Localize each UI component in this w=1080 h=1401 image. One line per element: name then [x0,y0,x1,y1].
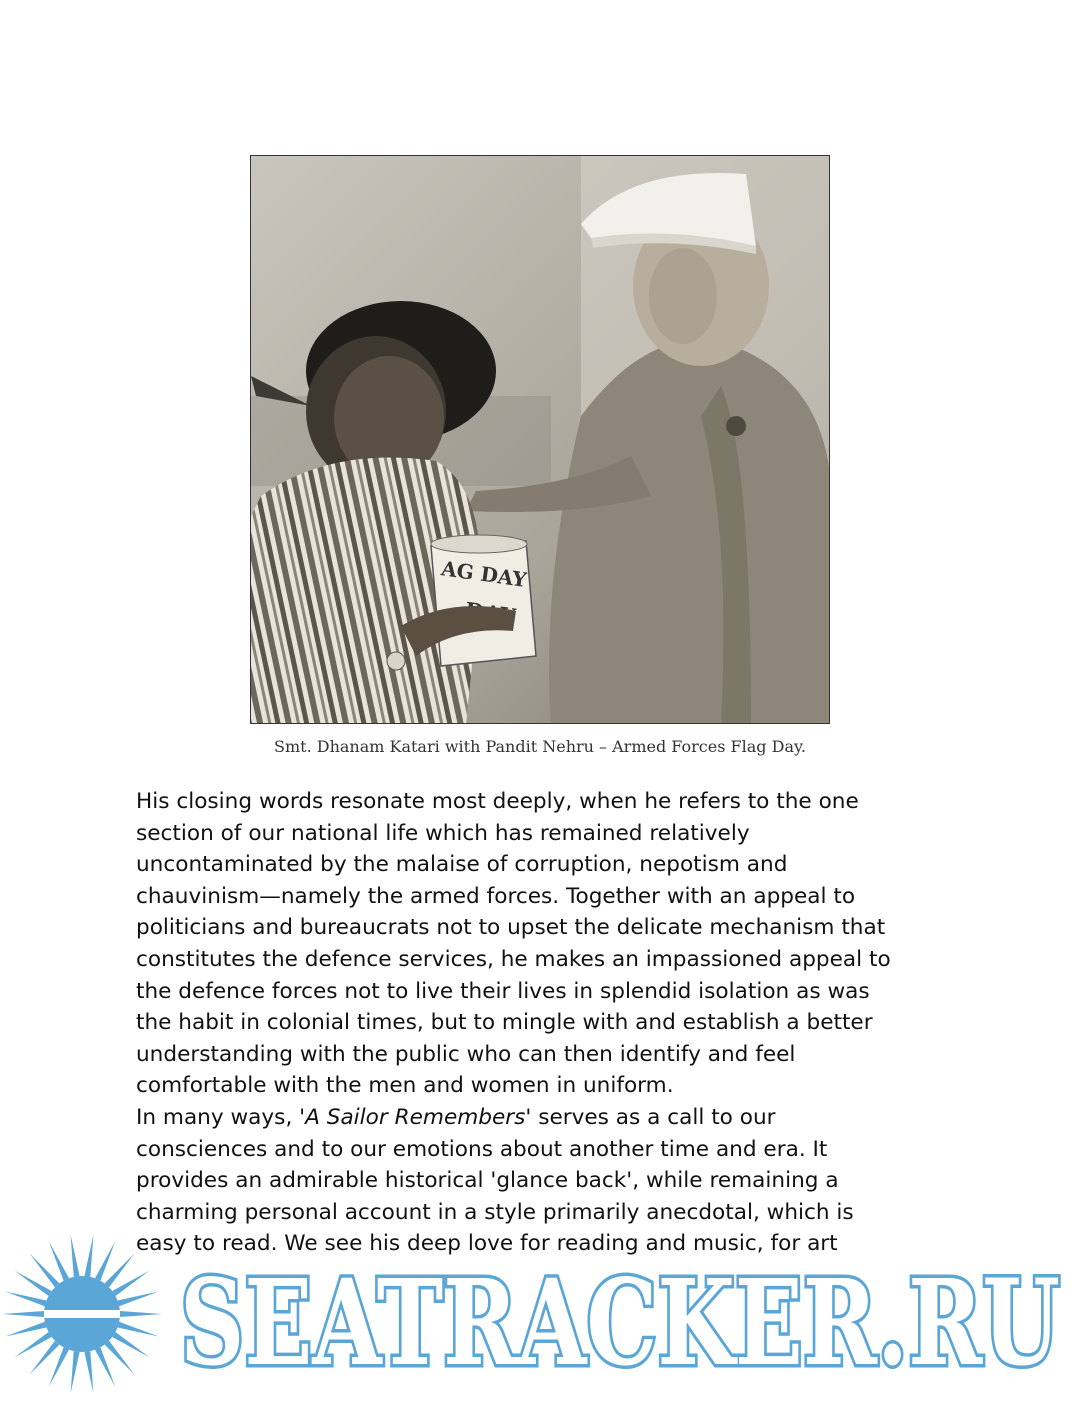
tin-label-top: AG DAY [439,556,529,592]
text-line: understanding with the public who can then identify and feel [136,1041,796,1067]
text-fragment: In many ways, [136,1104,300,1130]
photo-illustration [251,156,830,724]
text-line: chauvinism—namely the armed forces. Together with an appeal to [136,883,856,909]
sun-icon [2,1235,162,1393]
photo-caption: Smt. Dhanam Katari with Pandit Nehru – Armed Forces Flag Day. [274,737,806,756]
book-title: 'A Sailor Remembers' [299,1104,532,1130]
paragraph-1 [136,786,976,1102]
watermark-text: SEATRACKER.RU [180,1253,1060,1392]
text-line: constitutes the defence services, he makes an impassioned appeal to [136,946,891,972]
text-line: section of our national life which has remained relatively [136,820,750,846]
text-line: the habit in colonial times, but to mingle with and establish a better [136,1010,873,1036]
text-line: comfortable with the men and women in uniform. [136,1073,674,1099]
archival-photo [250,155,830,724]
text-line: consciences and to our emotions about another time and era. It [136,1136,828,1162]
text-line: politicians and bureaucrats not to upset the delicate mechanism that [136,915,886,941]
text-line: charming personal account in a style primarily anecdotal, which is [136,1199,854,1225]
text-line [136,1102,976,1134]
text-line: provides an admirable historical 'glance back', while remaining a [136,1168,839,1194]
text-line: easy to read. We see his deep love for reading and music, for art [136,1231,838,1257]
text-line: uncontaminated by the malaise of corruption, nepotism and [136,852,788,878]
watermark [0,1232,1080,1397]
watermark-graphic [0,1232,1080,1397]
text-line: the defence forces not to live their lives in splendid isolation as was [136,978,870,1004]
text-fragment: serves as a call to our [531,1104,776,1130]
article-body [136,786,976,1260]
text-line: His closing words resonate most deeply, when he refers to the one [136,789,859,814]
